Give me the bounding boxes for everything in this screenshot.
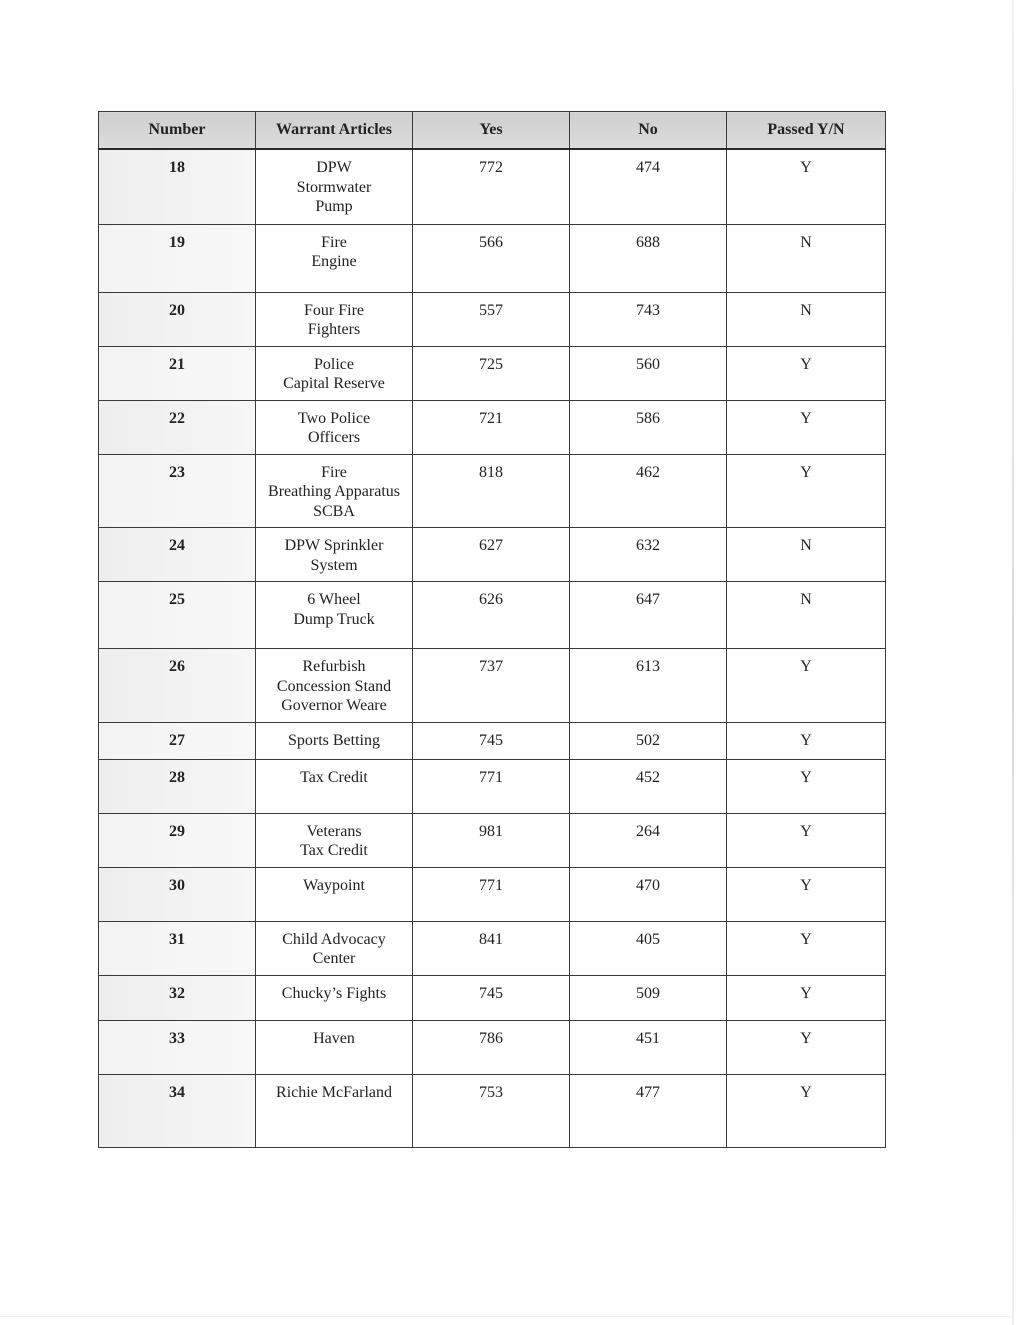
no-votes: 560 [570,346,727,400]
passed-flag: Y [727,149,886,224]
article-name: Waypoint [256,867,413,921]
no-votes: 509 [570,975,727,1020]
article-name: 6 Wheel Dump Truck [256,582,413,649]
header-row [99,112,886,150]
table-row [99,813,886,867]
article-name: DPW Sprinkler System [256,528,413,582]
header-warrant-articles: Warrant Articles [256,112,413,150]
yes-votes: 725 [413,346,570,400]
passed-flag: Y [727,921,886,975]
passed-flag: Y [727,1074,886,1147]
table-row [99,1074,886,1147]
article-name: Richie McFarland [256,1074,413,1147]
header-yes: Yes [413,112,570,150]
article-number: 20 [99,292,256,346]
table-row [99,921,886,975]
table-row [99,346,886,400]
article-name: Refurbish Concession Stand Governor Weare [256,649,413,723]
table-row [99,867,886,921]
yes-votes: 771 [413,867,570,921]
yes-votes: 753 [413,1074,570,1147]
passed-flag: Y [727,454,886,528]
no-votes: 632 [570,528,727,582]
yes-votes: 737 [413,649,570,723]
passed-flag: N [727,528,886,582]
article-number: 33 [99,1020,256,1074]
yes-votes: 772 [413,149,570,224]
passed-flag: Y [727,759,886,813]
no-votes: 586 [570,400,727,454]
table-row [99,759,886,813]
yes-votes: 841 [413,921,570,975]
article-name: Chucky’s Fights [256,975,413,1020]
table-row [99,528,886,582]
article-name: DPW Stormwater Pump [256,149,413,224]
article-number: 21 [99,346,256,400]
article-number: 23 [99,454,256,528]
yes-votes: 627 [413,528,570,582]
yes-votes: 745 [413,975,570,1020]
page-bottom-edge [0,1316,1014,1317]
no-votes: 452 [570,759,727,813]
passed-flag: Y [727,649,886,723]
passed-flag: N [727,582,886,649]
table-row [99,649,886,723]
passed-flag: N [727,224,886,292]
no-votes: 451 [570,1020,727,1074]
article-name: Two Police Officers [256,400,413,454]
yes-votes: 557 [413,292,570,346]
article-number: 31 [99,921,256,975]
article-number: 30 [99,867,256,921]
table-row [99,722,886,759]
article-number: 32 [99,975,256,1020]
no-votes: 470 [570,867,727,921]
article-name: Child Advocacy Center [256,921,413,975]
header-no: No [570,112,727,150]
article-name: Fire Engine [256,224,413,292]
article-number: 22 [99,400,256,454]
yes-votes: 786 [413,1020,570,1074]
article-name: Tax Credit [256,759,413,813]
article-number: 27 [99,722,256,759]
passed-flag: N [727,292,886,346]
no-votes: 743 [570,292,727,346]
table-row [99,1020,886,1074]
header-passed: Passed Y/N [727,112,886,150]
page-edge [1012,0,1014,1325]
table-row [99,149,886,224]
table-row [99,224,886,292]
article-number: 24 [99,528,256,582]
yes-votes: 745 [413,722,570,759]
table-row [99,582,886,649]
no-votes: 502 [570,722,727,759]
yes-votes: 818 [413,454,570,528]
no-votes: 405 [570,921,727,975]
passed-flag: Y [727,722,886,759]
article-name: Sports Betting [256,722,413,759]
passed-flag: Y [727,813,886,867]
article-number: 25 [99,582,256,649]
no-votes: 264 [570,813,727,867]
no-votes: 462 [570,454,727,528]
article-number: 28 [99,759,256,813]
table-row [99,292,886,346]
article-name: Police Capital Reserve [256,346,413,400]
table-row [99,975,886,1020]
article-number: 34 [99,1074,256,1147]
article-name: Fire Breathing Apparatus SCBA [256,454,413,528]
no-votes: 477 [570,1074,727,1147]
article-number: 18 [99,149,256,224]
table-row [99,454,886,528]
yes-votes: 771 [413,759,570,813]
no-votes: 688 [570,224,727,292]
article-name: Haven [256,1020,413,1074]
yes-votes: 626 [413,582,570,649]
article-number: 26 [99,649,256,723]
passed-flag: Y [727,1020,886,1074]
no-votes: 613 [570,649,727,723]
yes-votes: 566 [413,224,570,292]
no-votes: 647 [570,582,727,649]
article-name: Veterans Tax Credit [256,813,413,867]
article-name: Four Fire Fighters [256,292,413,346]
yes-votes: 721 [413,400,570,454]
article-number: 29 [99,813,256,867]
table-row [99,400,886,454]
passed-flag: Y [727,346,886,400]
header-number: Number [99,112,256,150]
yes-votes: 981 [413,813,570,867]
passed-flag: Y [727,975,886,1020]
warrant-results-table [98,111,886,1148]
article-number: 19 [99,224,256,292]
passed-flag: Y [727,400,886,454]
passed-flag: Y [727,867,886,921]
no-votes: 474 [570,149,727,224]
